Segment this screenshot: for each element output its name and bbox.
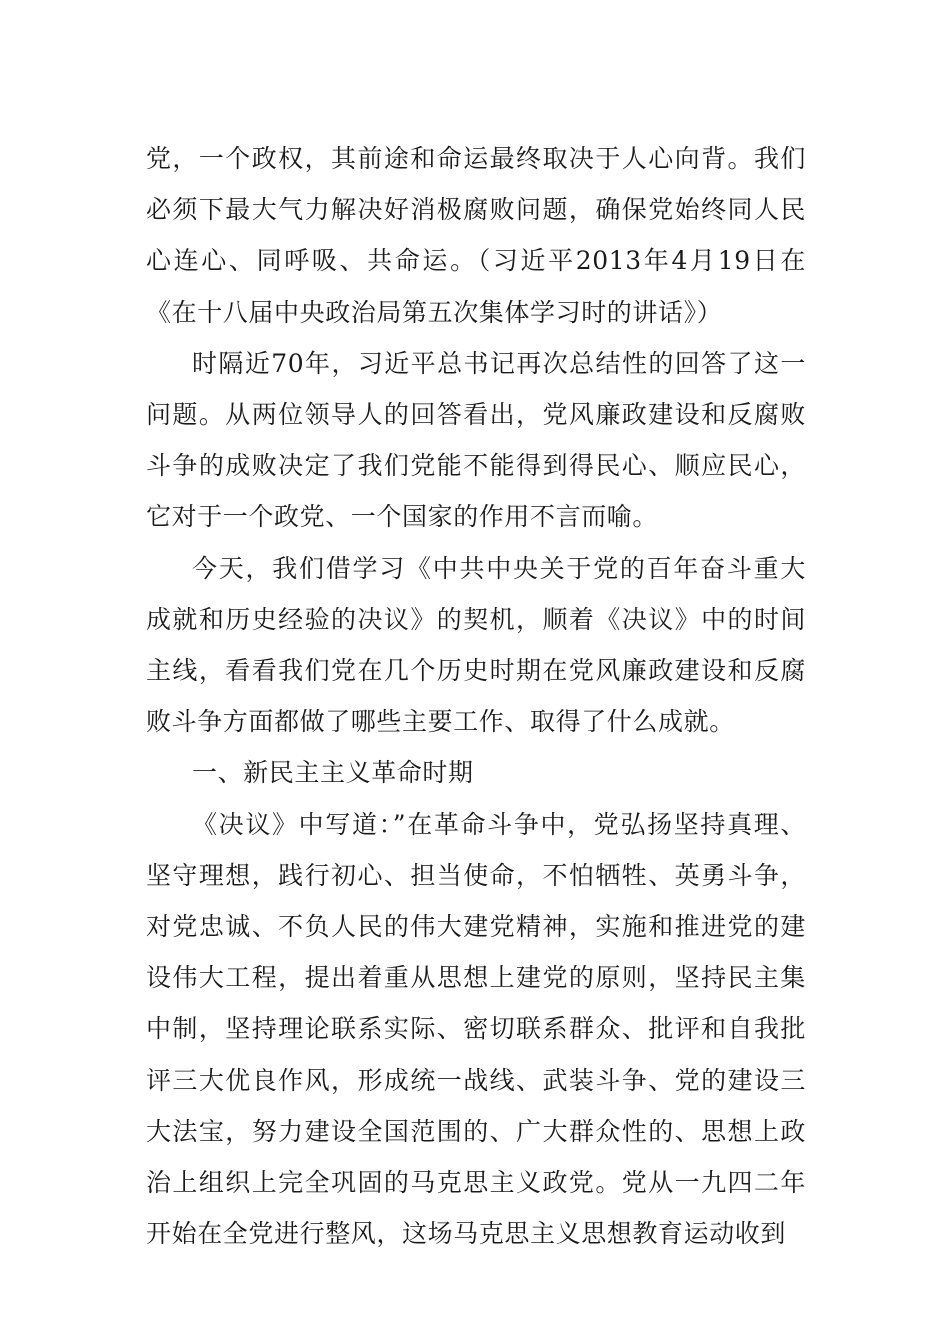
paragraph-resolution-quote: 《决议》中写道：”在革命斗争中，党弘扬坚持真理、坚守理想，践行初心、担当使命，不怕牺牲、英勇斗争，对党忠诚、不负人民的伟大建党精神，实施和推进党的建设伟大工程，提出着重从思想上建党的原则，坚持民主集中制，坚持理论联系实际、密切联系群众、批评和自我批评三大优良作风，形成统一战线、武装斗争、党的建设三大法宝，努力建设全国范围的、广大群众性的、思想上政治上组织上完全巩固的马克思主义政党。党从一九四二年开始在全党进行整风，这场马克思主义思想教育运动收到: [146, 809, 806, 1249]
paragraph-today: 今天，我们借学习《中共中央关于党的百年奋斗重大成就和历史经验的决议》的契机，顺着《决议》中的时间主线，看看我们党在几个历史时期在党风廉政建设和反腐败斗争方面都做了哪些主要工作、取得了什么成就。: [146, 553, 806, 737]
paragraph-continued-quote: 党，一个政权，其前途和命运最终取决于人心向背。我们必须下最大气力解决好消极腐败问题，确保党始终同人民心连心、同呼吸、共命运。（习近平2013年4月19日在《在十八届中央政治局第五次集体学习时的讲话》）: [146, 144, 806, 327]
document-body: [146, 133, 806, 1259]
paragraph-seventy-years: 时隔近70年，习近平总书记再次总结性的回答了这一问题。从两位领导人的回答看出，党风廉政建设和反腐败斗争的成败决定了我们党能不能得到得民心、顺应民心，它对于一个政党、一个国家的作用不言而喻。: [146, 348, 806, 532]
section-heading: 一、新民主主义革命时期: [192, 758, 474, 788]
